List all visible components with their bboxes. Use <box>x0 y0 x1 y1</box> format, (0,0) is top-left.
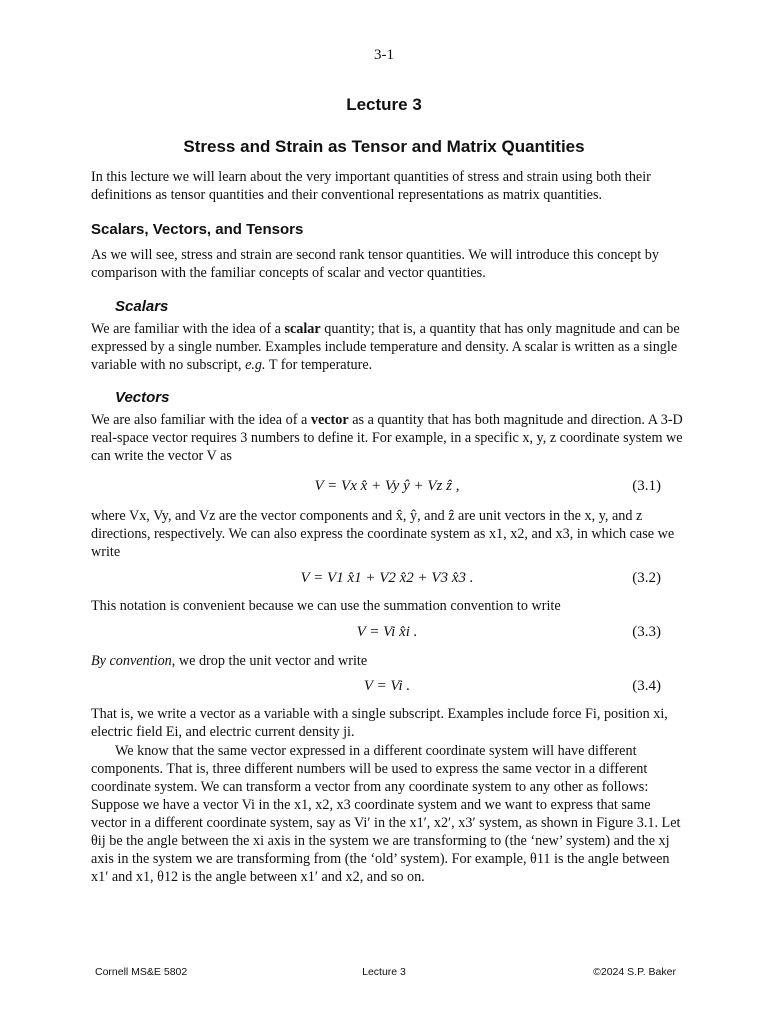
scalars-text-2: quantity; that is, a quantity that has only magnitude and can be expressed by a single number. Examples include temperature and density. A scalar is written as a single variable with no subscript, <box>91 321 680 373</box>
equation-3-3-expression: V = Vi x̂i . <box>356 624 418 640</box>
footer-lecture: Lecture 3 <box>362 966 406 978</box>
equation-3-1-number: (3.1) <box>632 478 661 494</box>
equation-3-4 <box>91 678 683 700</box>
lecture-label: Lecture 3 <box>346 95 422 114</box>
equation-3-4-number: (3.4) <box>632 678 661 694</box>
scalars-paragraph <box>91 320 683 374</box>
vectors-paragraph-5: That is, we write a vector as a variable with a single subscript. Examples include force Fi, position xi, electric field Ei, and electric current density ji. <box>91 706 668 740</box>
scalars-heading: Scalars <box>115 298 169 315</box>
equation-3-2 <box>91 570 683 592</box>
vectors-text-4: , we drop the unit vector and write <box>171 653 368 669</box>
equation-3-2-number: (3.2) <box>632 570 661 586</box>
equation-3-3 <box>91 624 683 646</box>
footer-copyright: ©2024 S.P. Baker <box>593 966 676 978</box>
vectors-text-1b: as a quantity that has both magnitude and direction. A 3-D real-space vector requires 3 numbers to define it. For example, in a specific x, y, z coordinate system we can write the vector V as <box>91 412 683 464</box>
equation-3-2-expression: V = V1 x̂1 + V2 x̂2 + V3 x̂3 . <box>300 570 474 586</box>
vector-term: vector <box>310 412 349 428</box>
eg-text: e.g. <box>245 357 266 373</box>
section-paragraph: As we will see, stress and strain are second rank tensor quantities. We will introduce this concept by comparison with the familiar concepts of scalar and vector quantities. <box>91 247 659 281</box>
page-number: 3-1 <box>374 47 394 63</box>
vectors-heading: Vectors <box>115 389 170 406</box>
intro-paragraph: In this lecture we will learn about the very important quantities of stress and strain using both their definitions as tensor quantities and their conventional representations as matrix quantities. <box>91 169 651 203</box>
section-heading: Scalars, Vectors, and Tensors <box>91 221 304 238</box>
scalars-text-3: T for temperature. <box>265 357 373 373</box>
vectors-paragraph-2: where Vx, Vy, and Vz are the vector components and x̂, ŷ, and ẑ are unit vectors in the x, y, and z directions, respectively. We can also express the coordinate system as x1, x2, and x3, in which case we write <box>91 508 675 560</box>
vectors-paragraph-3: This notation is convenient because we can use the summation convention to write <box>91 598 561 614</box>
scalars-text-1: We are familiar with the idea of a <box>91 321 285 337</box>
equation-3-1-expression: V = Vx x̂ + Vy ŷ + Vz ẑ , <box>314 478 460 494</box>
footer-course: Cornell MS&E 5802 <box>95 966 188 978</box>
vectors-text-1a: We are also familiar with the idea of a <box>91 412 311 428</box>
equation-3-4-expression: V = Vi . <box>363 678 411 694</box>
vectors-paragraph-1 <box>91 411 683 465</box>
scalar-term: scalar <box>284 321 321 337</box>
vectors-paragraph-4 <box>91 652 683 670</box>
equation-3-1 <box>91 478 683 500</box>
by-convention-text: By convention <box>91 653 172 669</box>
vectors-paragraph-6: We know that the same vector expressed in a different coordinate system will have different components. That is, three different numbers will be used to express the same vector in a different coordinate system. We can transform a vector from any coordinate system to any other as follows: Suppose we have a vector Vi in the x1, x2, x3 coordinate system and we want to express that same vector in a different coordinate system, say as Vi′ in the x1′, x2′, x3′ system, as shown in Figure 3.1. Let θij be the angle between the xi axis in the system we are transforming to (the ‘new’ system) and the xj axis in the system we are transforming from (the ‘old’ system). For example, θ11 is the angle between x1′ and x1, θ12 is the angle between x1′ and x2, and so on. <box>91 743 681 885</box>
page-title: Stress and Strain as Tensor and Matrix Quantities <box>183 137 585 156</box>
equation-3-3-number: (3.3) <box>632 624 661 640</box>
